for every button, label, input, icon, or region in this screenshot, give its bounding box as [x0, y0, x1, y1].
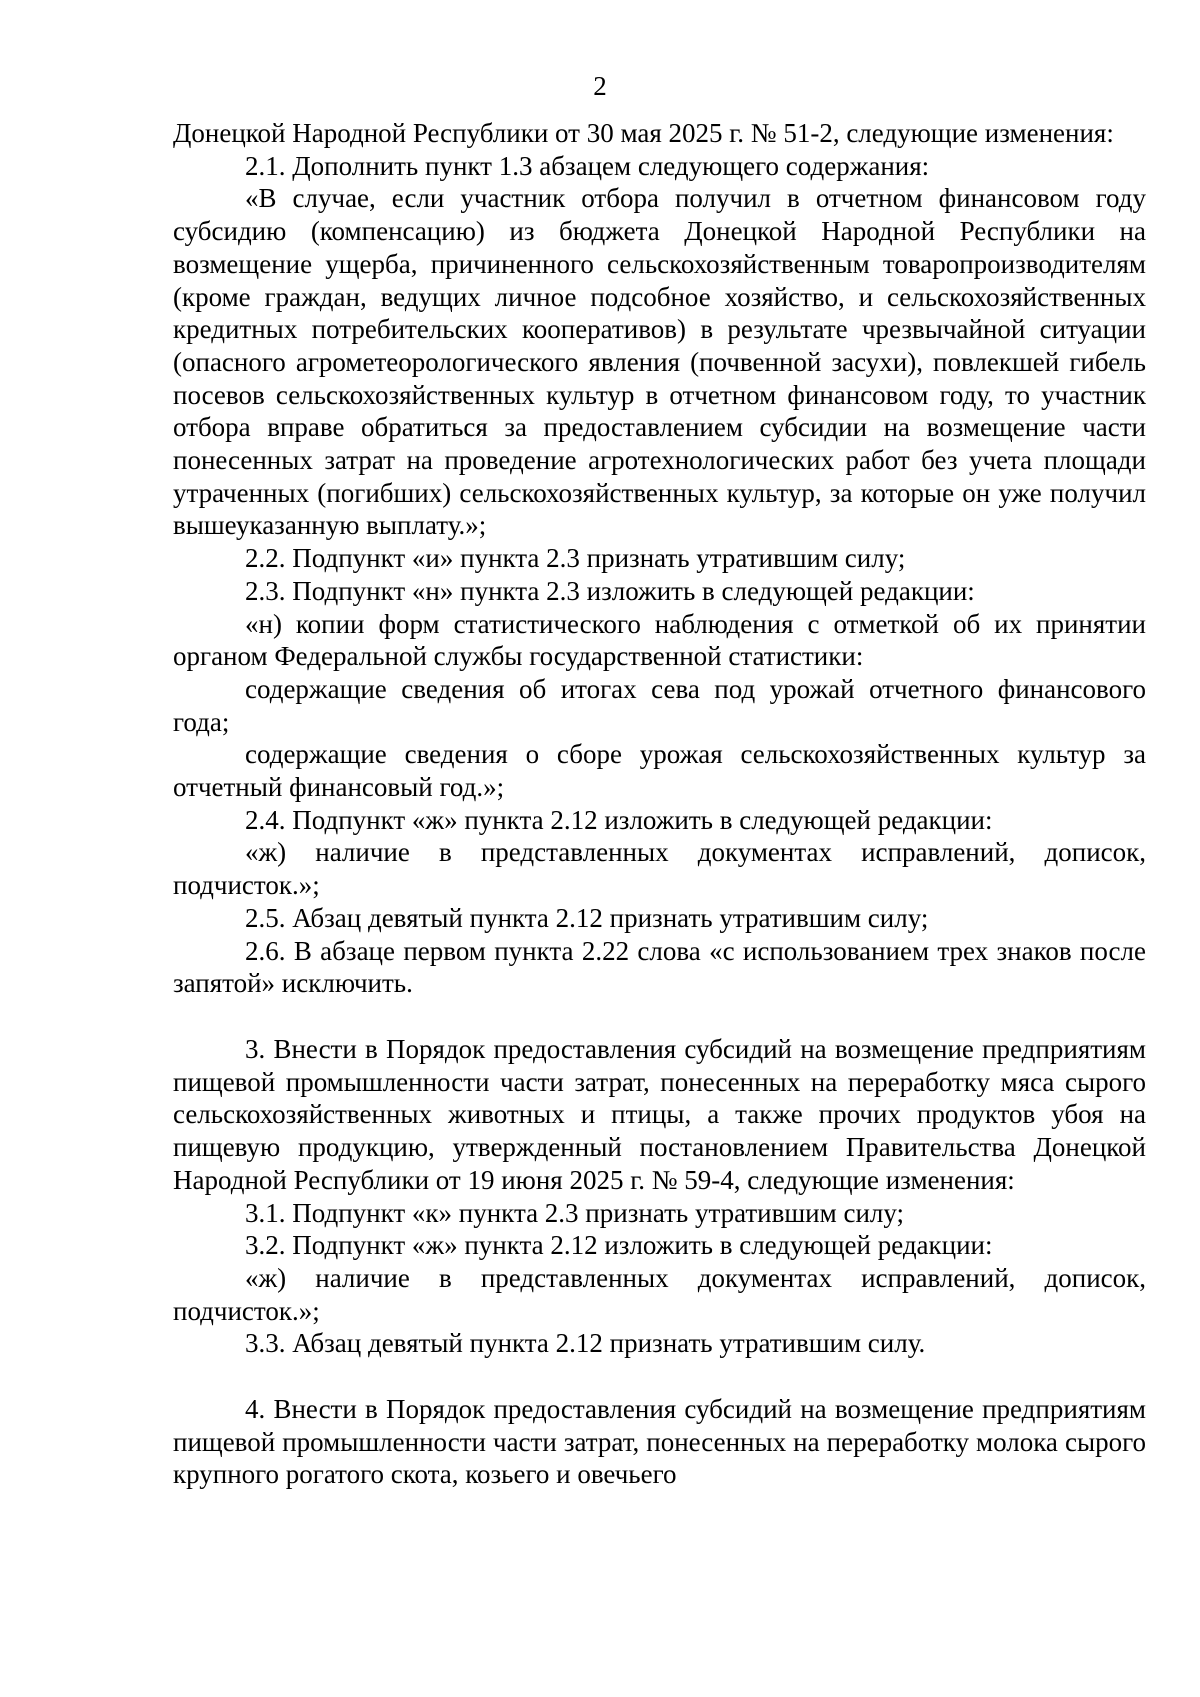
paragraph-2-3-harvest: содержащие сведения о сборе урожая сельскохозяйственных культур за отчетный финансовый год.»; [173, 739, 1146, 803]
paragraph-2-1: 2.1. Дополнить пункт 1.3 абзацем следующего содержания: [245, 150, 930, 181]
paragraph-3-2: 3.2. Подпункт «ж» пункта 2.12 изложить в следующей редакции: [245, 1230, 993, 1261]
paragraph-3-2-text: «ж) наличие в представленных документах исправлений, дописок, подчисток.»; [173, 1262, 1146, 1326]
paragraph-2-2: 2.2. Подпункт «и» пункта 2.3 признать утратившим силу; [245, 543, 906, 574]
paragraph-2-3-item-n: «н) копии форм статистического наблюдения с отметкой об их принятии органом Федеральной службы государственной статистики: [173, 608, 1146, 672]
paragraph-2-1-text: «В случае, если участник отбора получил в отчетном финансовом году субсидию (компенсацию) из бюджета Донецкой Народной Республики на возмещение ущерба, причиненного сельскохозяйственным товаропроизводителям (кроме граждан, ведущих личное подсобное хозяйство, и сельскохозяйственных кредитных потребительских кооперативов) в результате чрезвычайной ситуации (опасного агрометеорологического явления (почвенной засухи), повлекшей гибель посевов сельскохозяйственных культур в отчетном финансовом году, то участник отбора вправе обратиться за предоставлением субсидии на возмещение части понесенных затрат на проведение агротехнологических работ без учета площади утраченных (погибших) сельскохозяйственных культур, за которые он уже получил вышеуказанную выплату.»; [173, 183, 1146, 541]
paragraph-3-1: 3.1. Подпункт «к» пункта 2.3 признать утратившим силу; [245, 1197, 905, 1228]
paragraph-3-3: 3.3. Абзац девятый пункта 2.12 признать утратившим силу. [245, 1328, 926, 1359]
paragraph-2-4-text: «ж) наличие в представленных документах исправлений, дописок, подчисток.»; [173, 837, 1146, 901]
section-spacer [173, 1360, 1146, 1393]
paragraph-2-6: 2.6. В абзаце первом пункта 2.22 слова «с использованием трех знаков после запятой» исключить. [173, 935, 1146, 999]
document-body [173, 117, 1146, 1491]
paragraph-4: 4. Внести в Порядок предоставления субсидий на возмещение предприятиям пищевой промышленности части затрат, понесенных на переработку молока сырого крупного рогатого скота, козьего и овечьего [173, 1394, 1146, 1490]
paragraph-3: 3. Внести в Порядок предоставления субсидий на возмещение предприятиям пищевой промышленности части затрат, понесенных на переработку мяса сырого сельскохозяйственных животных и птицы, а также прочих продуктов убоя на пищевую продукцию, утвержденный постановлением Правительства Донецкой Народной Республики от 19 июня 2025 г. № 59-4, следующие изменения: [173, 1033, 1146, 1195]
paragraph-2-5: 2.5. Абзац девятый пункта 2.12 признать утратившим силу; [245, 902, 929, 933]
section-spacer [173, 1000, 1146, 1033]
paragraph-2-3-sowing: содержащие сведения об итогах сева под урожай отчетного финансового года; [173, 673, 1146, 737]
paragraph-2-4: 2.4. Подпункт «ж» пункта 2.12 изложить в следующей редакции: [245, 804, 993, 835]
page-number: 2 [593, 71, 607, 101]
paragraph-continuation: Донецкой Народной Республики от 30 мая 2025 г. № 51-2, следующие изменения: [173, 118, 1114, 148]
paragraph-2-3: 2.3. Подпункт «н» пункта 2.3 изложить в следующей редакции: [245, 575, 975, 606]
